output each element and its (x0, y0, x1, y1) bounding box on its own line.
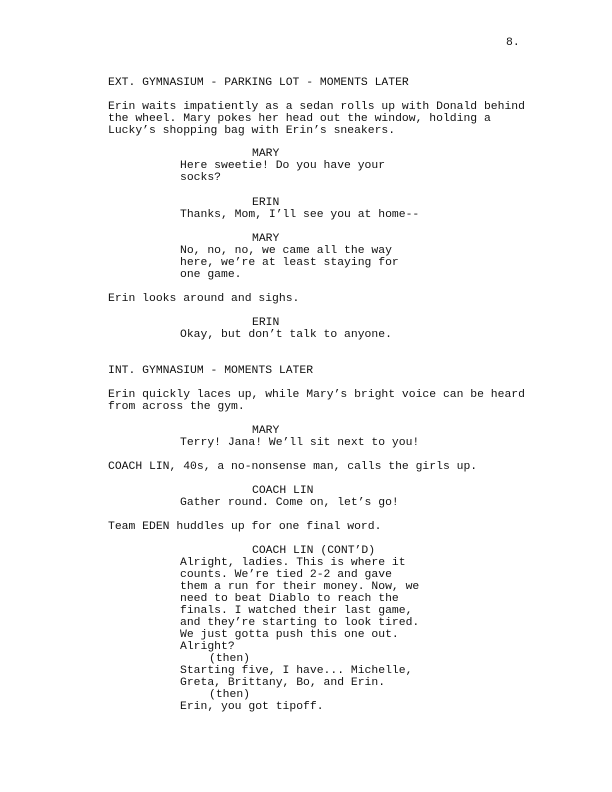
action-line: Erin quickly laces up, while Mary’s bright voice can be heard (108, 389, 525, 401)
action-line: from across the gym. (108, 401, 245, 413)
character-cue: ERIN (252, 197, 280, 209)
dialogue-line: No, no, no, we came all the way (180, 245, 392, 257)
character-cue: COACH LIN (252, 485, 314, 497)
dialogue-line: them a run for their money. Now, we (180, 581, 420, 593)
dialogue-line: We just gotta push this one out. (180, 629, 399, 641)
dialogue-line: and they’re starting to look tired. (180, 617, 420, 629)
character-cue: ERIN (252, 317, 280, 329)
dialogue-line: Here sweetie! Do you have your (180, 160, 386, 172)
dialogue-line: Greta, Brittany, Bo, and Erin. (180, 677, 386, 689)
dialogue-line: Okay, but don’t talk to anyone. (180, 329, 392, 341)
action-line: Lucky’s shopping bag with Erin’s sneakers. (108, 125, 396, 137)
character-cue: MARY (252, 148, 280, 160)
scene-heading: INT. GYMNASIUM - MOMENTS LATER (108, 365, 314, 377)
action-line: Erin waits impatiently as a sedan rolls up with Donald behind (108, 101, 525, 113)
dialogue-line: Thanks, Mom, I’ll see you at home-- (180, 209, 420, 221)
action-line: Team EDEN huddles up for one final word. (108, 521, 382, 533)
character-cue: MARY (252, 233, 280, 245)
character-cue: COACH LIN (CONT’D) (252, 545, 376, 557)
dialogue-line: socks? (180, 172, 222, 184)
scene-heading: EXT. GYMNASIUM - PARKING LOT - MOMENTS LATER (108, 77, 409, 89)
dialogue-line: Alright? (180, 641, 235, 653)
dialogue-line: Terry! Jana! We’ll sit next to you! (180, 437, 420, 449)
dialogue-line: Alright, ladies. This is where it (180, 557, 406, 569)
parenthetical: (then) (209, 689, 251, 701)
page-number: 8. (506, 37, 520, 49)
action-line: the wheel. Mary pokes her head out the window, holding a (108, 113, 491, 125)
dialogue-line: Gather round. Come on, let’s go! (180, 497, 399, 509)
action-line: Erin looks around and sighs. (108, 293, 300, 305)
dialogue-line: Erin, you got tipoff. (180, 701, 324, 713)
dialogue-line: Starting five, I have... Michelle, (180, 665, 413, 677)
dialogue-line: finals. I watched their last game, (180, 605, 413, 617)
parenthetical: (then) (209, 653, 251, 665)
character-cue: MARY (252, 425, 280, 437)
dialogue-line: need to beat Diablo to reach the (180, 593, 399, 605)
action-line: COACH LIN, 40s, a no-nonsense man, calls the girls up. (108, 461, 478, 473)
dialogue-line: here, we’re at least staying for (180, 257, 399, 269)
dialogue-line: one game. (180, 269, 242, 281)
dialogue-line: counts. We’re tied 2-2 and gave (180, 569, 392, 581)
